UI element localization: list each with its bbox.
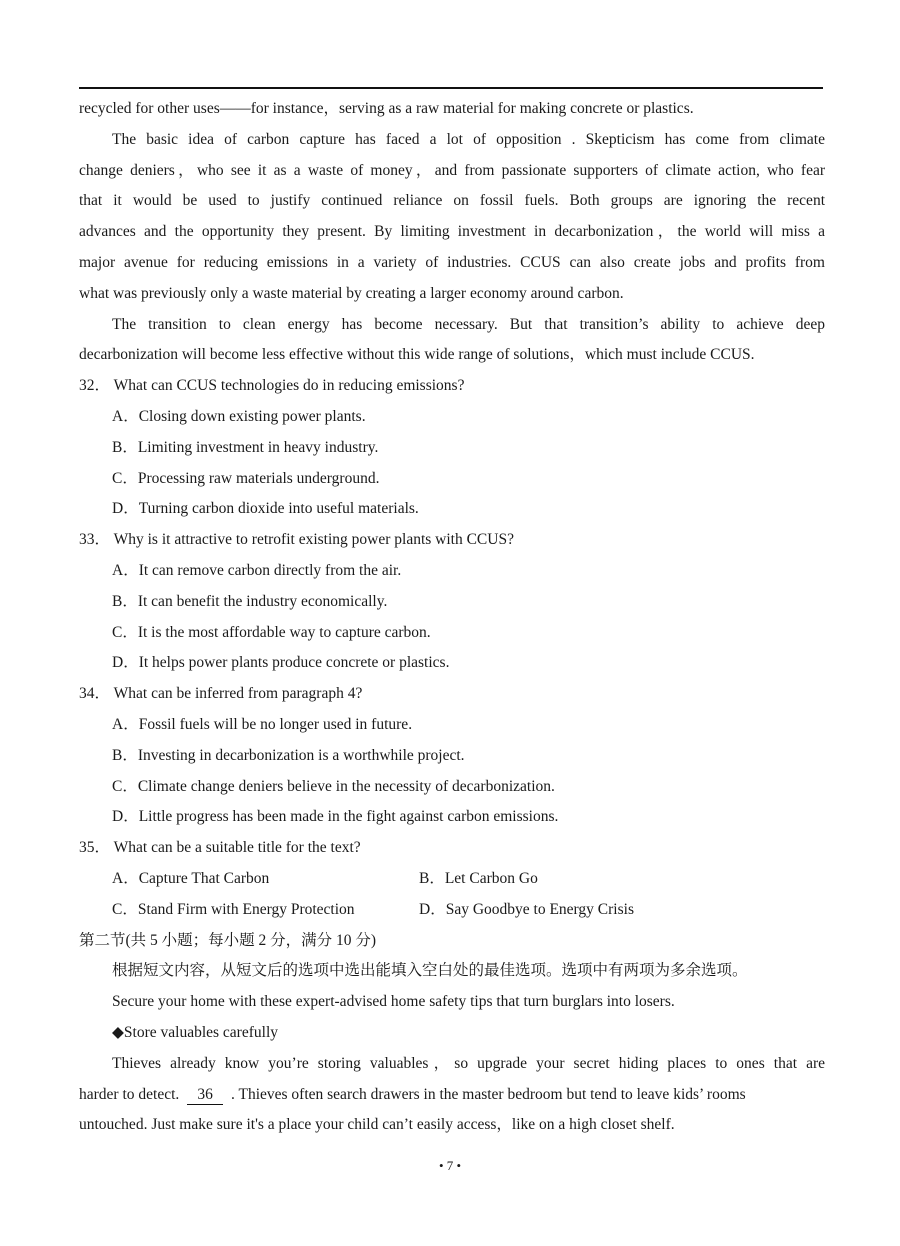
section2-para-line-2-before: harder to detect. bbox=[79, 1085, 180, 1103]
section2-para-line-1: Thieves already know you’re storing valuables，so upgrade your secret hiding places to ones that are bbox=[112, 1054, 825, 1072]
section2-intro: Secure your home with these expert-advised home safety tips that turn burglars into losers. bbox=[112, 993, 675, 1011]
page-number: • 7 • bbox=[438, 1158, 462, 1173]
question-33-text: Why is it attractive to retrofit existing power plants with CCUS? bbox=[113, 531, 514, 549]
question-34-stem bbox=[79, 679, 825, 710]
question-32-option-a: A．Closing down existing power plants. bbox=[112, 407, 366, 425]
question-35-option-b: B．Let Carbon Go bbox=[419, 869, 538, 887]
question-34-number: 34． bbox=[79, 685, 111, 703]
para4-line-1: The transition to clean energy has become necessary. But that transition’s ability to achieve deep bbox=[112, 315, 825, 333]
question-35-stem bbox=[79, 833, 825, 864]
question-32-option-b: B．Limiting investment in heavy industry. bbox=[112, 438, 379, 456]
para3-line-1: The basic idea of carbon capture has faced a lot of opposition . Skepticism has come from climate bbox=[112, 130, 825, 148]
question-35-number: 35． bbox=[79, 839, 111, 857]
section2-para-line-2 bbox=[79, 1080, 825, 1111]
para3-line-4: advances and the opportunity they present. By limiting investment in decarbonization，the world will miss a bbox=[79, 223, 825, 241]
question-34-option-d: D．Little progress has been made in the fight against carbon emissions. bbox=[112, 808, 559, 826]
question-33-option-d: D．It helps power plants produce concrete or plastics. bbox=[112, 654, 450, 672]
para3-line-6: what was previously only a waste material by creating a larger economy around carbon. bbox=[79, 284, 624, 302]
top-rule bbox=[79, 87, 823, 89]
question-35-options-row-2 bbox=[79, 895, 825, 926]
question-33-stem bbox=[79, 525, 825, 556]
para3-line-2: change deniers，who see it as a waste of money，and from passionate supporters of climate action, who fear bbox=[79, 161, 825, 179]
question-32-text: What can CCUS technologies do in reducing emissions? bbox=[113, 377, 465, 395]
section2-para-line-2-after: . Thieves often search drawers in the master bedroom but tend to leave kids’ rooms bbox=[231, 1085, 746, 1103]
section2-instruction: 根据短文内容，从短文后的选项中选出能填入空白处的最佳选项。选项中有两项为多余选项。 bbox=[112, 962, 748, 980]
question-35-options-row-1 bbox=[79, 864, 825, 895]
page-content bbox=[79, 94, 825, 1141]
section2-heading: 第二节(共 5 小题；每小题 2 分，满分 10 分) bbox=[79, 931, 377, 949]
question-35-option-c: C．Stand Firm with Energy Protection bbox=[112, 900, 355, 918]
question-32-number: 32． bbox=[79, 377, 111, 395]
passage-carryover-line: recycled for other uses——for instance，serving as a raw material for making concrete or plastics. bbox=[79, 100, 694, 117]
question-34-option-c: C．Climate change deniers believe in the necessity of decarbonization. bbox=[112, 777, 555, 795]
para4-line-2: decarbonization will become less effective without this wide range of solutions，which must include CCUS. bbox=[79, 346, 755, 364]
question-34-text: What can be inferred from paragraph 4? bbox=[113, 685, 363, 703]
question-32-option-d: D．Turning carbon dioxide into useful materials. bbox=[112, 500, 419, 518]
section2-subheading: ◆Store valuables carefully bbox=[112, 1023, 278, 1041]
question-35-option-a: A．Capture That Carbon bbox=[112, 869, 270, 887]
section2-para-line-3: untouched. Just make sure it's a place your child can’t easily access，like on a high closet shelf. bbox=[79, 1116, 675, 1134]
blank-36[interactable]: 36 bbox=[187, 1086, 223, 1105]
question-32-stem bbox=[79, 371, 825, 402]
question-33-number: 33． bbox=[79, 531, 111, 549]
question-34-option-a: A．Fossil fuels will be no longer used in future. bbox=[112, 715, 413, 733]
question-32-option-c: C．Processing raw materials underground. bbox=[112, 469, 380, 487]
para3-line-3: that it would be used to justify continued reliance on fossil fuels. Both groups are ignoring the recent bbox=[79, 192, 825, 210]
question-35-option-d: D．Say Goodbye to Energy Crisis bbox=[419, 900, 634, 918]
question-33-option-b: B．It can benefit the industry economically. bbox=[112, 592, 388, 610]
question-33-option-a: A．It can remove carbon directly from the air. bbox=[112, 561, 402, 579]
para3-line-5: major avenue for reducing emissions in a variety of industries. CCUS can also create jobs and profits from bbox=[79, 253, 825, 271]
question-34-option-b: B．Investing in decarbonization is a worthwhile project. bbox=[112, 746, 465, 764]
question-35-text: What can be a suitable title for the text? bbox=[113, 839, 361, 857]
question-33-option-c: C．It is the most affordable way to capture carbon. bbox=[112, 623, 431, 641]
